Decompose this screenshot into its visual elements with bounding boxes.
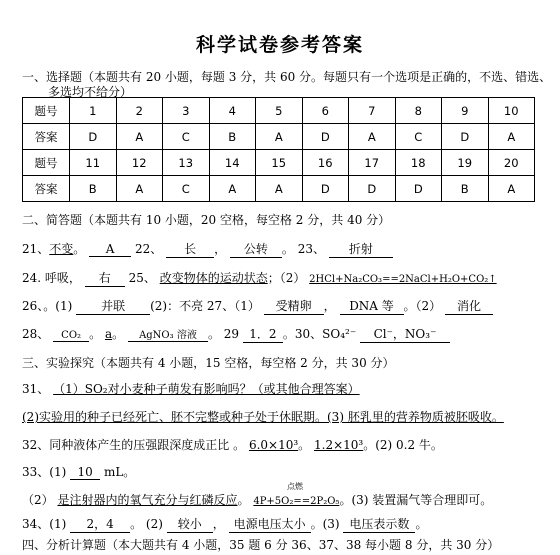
table-cell: C	[163, 176, 210, 202]
answer-blank: 公转	[230, 240, 282, 258]
table-cell: A	[256, 124, 303, 150]
answer-line-24	[22, 269, 497, 287]
table-cell: 20	[488, 150, 535, 176]
table-cell: D	[302, 124, 349, 150]
section2-heading: 二、简答题（本题共有 10 小题，20 空格，每空格 2 分，共 40 分）	[22, 213, 391, 227]
table-cell: 14	[209, 150, 256, 176]
answer-line-26	[22, 297, 493, 315]
answer-table	[22, 97, 535, 202]
answer-blank: 2HCl+Na₂CO₃==2NaCl+H₂O+CO₂↑	[309, 274, 497, 285]
page-title: 科学试卷参考答案	[195, 34, 364, 56]
table-cell: A	[209, 176, 256, 202]
answer-blank: a	[104, 327, 113, 341]
row-label: 题号	[23, 98, 70, 124]
table-row	[23, 98, 535, 124]
question-number: 34、(1)	[22, 517, 67, 531]
separator: (2)：不亮 27、（1）	[150, 299, 260, 313]
answer-line-31-part2: (2)实验用的种子已经死亡、胚不完整或种子处于休眠期。(3) 胚乳里的营养物质被胚吸收。	[22, 410, 504, 424]
separator: 。	[415, 517, 428, 531]
question-number: （2）	[22, 493, 54, 507]
table-cell: D	[302, 176, 349, 202]
table-cell: 8	[395, 98, 442, 124]
answer-blank: 1.2×10³	[314, 438, 364, 452]
table-row	[23, 124, 535, 150]
table-cell: 19	[442, 150, 489, 176]
separator: 。	[229, 438, 246, 452]
question-number: 26、。(1)	[22, 299, 73, 313]
table-row	[23, 176, 535, 202]
answer-blank: 10	[70, 465, 100, 480]
section1-heading: 一、选择题（本题共有 20 小题，每题 3 分，共 60 分。每题只有一个选项是正确的，不选、错选、	[22, 70, 552, 84]
separator: ，	[212, 517, 225, 531]
answer-blank: 较小	[167, 515, 213, 533]
answer-blank: 受精卵	[264, 297, 324, 315]
table-cell: A	[256, 176, 303, 202]
table-cell: A	[488, 124, 535, 150]
table-cell: 3	[163, 98, 210, 124]
table-cell: 1	[70, 98, 117, 124]
answer-blank: AgNO₃ 溶液	[128, 326, 208, 342]
answer-blank: 4P+5O₂==2P₂O₅	[253, 496, 340, 507]
ignition-condition-label: 点燃	[287, 482, 303, 491]
separator: ，	[214, 242, 227, 256]
question-number: 21、	[22, 242, 50, 256]
answer-line-34	[22, 515, 427, 533]
separator: 。(3)	[310, 517, 340, 531]
table-cell: 6	[302, 98, 349, 124]
question-text: 。(2) 0.2 牛。	[363, 438, 443, 452]
table-cell: 15	[256, 150, 303, 176]
answer-blank: 1．2	[243, 325, 283, 343]
table-cell: D	[395, 176, 442, 202]
answer-blank: 并联	[76, 297, 150, 315]
question-number: 22、	[134, 242, 163, 256]
answer-blank: 长	[166, 240, 214, 258]
table-cell: B	[209, 124, 256, 150]
answer-blank: 消化	[445, 297, 493, 315]
separator: ，	[68, 271, 81, 285]
row-label: 题号	[23, 150, 70, 176]
question-number: 。 29	[207, 327, 240, 341]
answer-blank: CO₂	[53, 330, 89, 342]
question-number: 28、	[22, 327, 50, 341]
answer-blank: 电压表示数	[343, 515, 415, 533]
table-cell: B	[70, 176, 117, 202]
answer-blank: 是注射器内的氧气充分与红磷反应	[57, 493, 238, 507]
separator: 。 (2)	[130, 517, 163, 531]
table-cell: D	[349, 176, 396, 202]
separator: 。	[298, 438, 311, 452]
table-cell: 10	[488, 98, 535, 124]
table-cell: A	[116, 124, 163, 150]
answer-blank: 不变	[49, 242, 74, 256]
answer-line-31	[22, 380, 360, 397]
answer-line-21	[22, 240, 393, 258]
table-cell: 9	[442, 98, 489, 124]
table-row	[23, 150, 535, 176]
unit-label: mL。	[103, 465, 136, 479]
answer-blank: 2，4	[70, 515, 130, 533]
separator: 。	[73, 242, 86, 256]
answer-blank: 改变物体的运动状态	[159, 271, 268, 285]
question-number: 24. 呼吸	[22, 271, 69, 285]
question-text: 32、同种液体产生的压强跟深度成正比	[22, 438, 230, 452]
answer-line-32	[22, 436, 443, 453]
separator: 。	[237, 493, 250, 507]
table-cell: A	[488, 176, 535, 202]
section4-heading: 四、分析计算题（本大题共有 4 小题，35 题 6 分 36、37、38 每小题 8 分，共 30 分）	[22, 538, 500, 552]
table-cell: 12	[116, 150, 163, 176]
table-cell: 5	[256, 98, 303, 124]
answer-blank: 6.0×10³	[248, 438, 299, 452]
answer-blank: A	[89, 242, 131, 257]
table-cell: 4	[209, 98, 256, 124]
table-cell: D	[442, 124, 489, 150]
table-cell: B	[442, 176, 489, 202]
table-cell: A	[349, 124, 396, 150]
table-cell: 18	[395, 150, 442, 176]
separator: 。	[112, 327, 125, 341]
table-cell: 16	[302, 150, 349, 176]
section3-heading: 三、实验探究（本题共有 4 小题，15 空格，每空格 2 分，共 30 分）	[22, 356, 395, 370]
table-cell: 2	[116, 98, 163, 124]
table-cell: D	[70, 124, 117, 150]
question-text: 。(3) 装置漏气等合理即可。	[339, 493, 493, 507]
row-label: 答案	[23, 124, 70, 150]
question-number: 。 23、	[281, 242, 326, 256]
answer-blank: 右	[85, 269, 125, 287]
table-cell: 7	[349, 98, 396, 124]
table-cell: 11	[70, 150, 117, 176]
question-number: 25、	[128, 271, 156, 285]
answer-blank: 折射	[329, 240, 393, 258]
answer-line-33-part2	[22, 491, 492, 508]
table-cell: C	[395, 124, 442, 150]
answer-blank: （1）SO₂对小麦种子萌发有影响吗？（或其他合理答案）	[53, 382, 360, 396]
question-number: 。30、SO₄²⁻	[282, 327, 357, 341]
table-cell: C	[163, 124, 210, 150]
answer-line-28	[22, 325, 450, 343]
question-number: 33、(1)	[22, 465, 67, 479]
question-number: 31、	[22, 382, 50, 396]
row-label: 答案	[23, 176, 70, 202]
answer-blank: 电源电压太小	[229, 515, 311, 533]
separator: 。	[89, 327, 102, 341]
separator: ；（2）	[267, 271, 306, 285]
section1-heading-cont: 多选均不给分）	[48, 85, 133, 99]
separator: 。（2）	[403, 299, 442, 313]
answer-line-33	[22, 463, 135, 480]
table-cell: 17	[349, 150, 396, 176]
table-cell: 13	[163, 150, 210, 176]
answer-blank: DNA 等	[340, 297, 404, 315]
table-cell: A	[116, 176, 163, 202]
separator: ，	[323, 299, 336, 313]
answer-blank: Cl⁻，NO₃⁻	[360, 325, 450, 343]
